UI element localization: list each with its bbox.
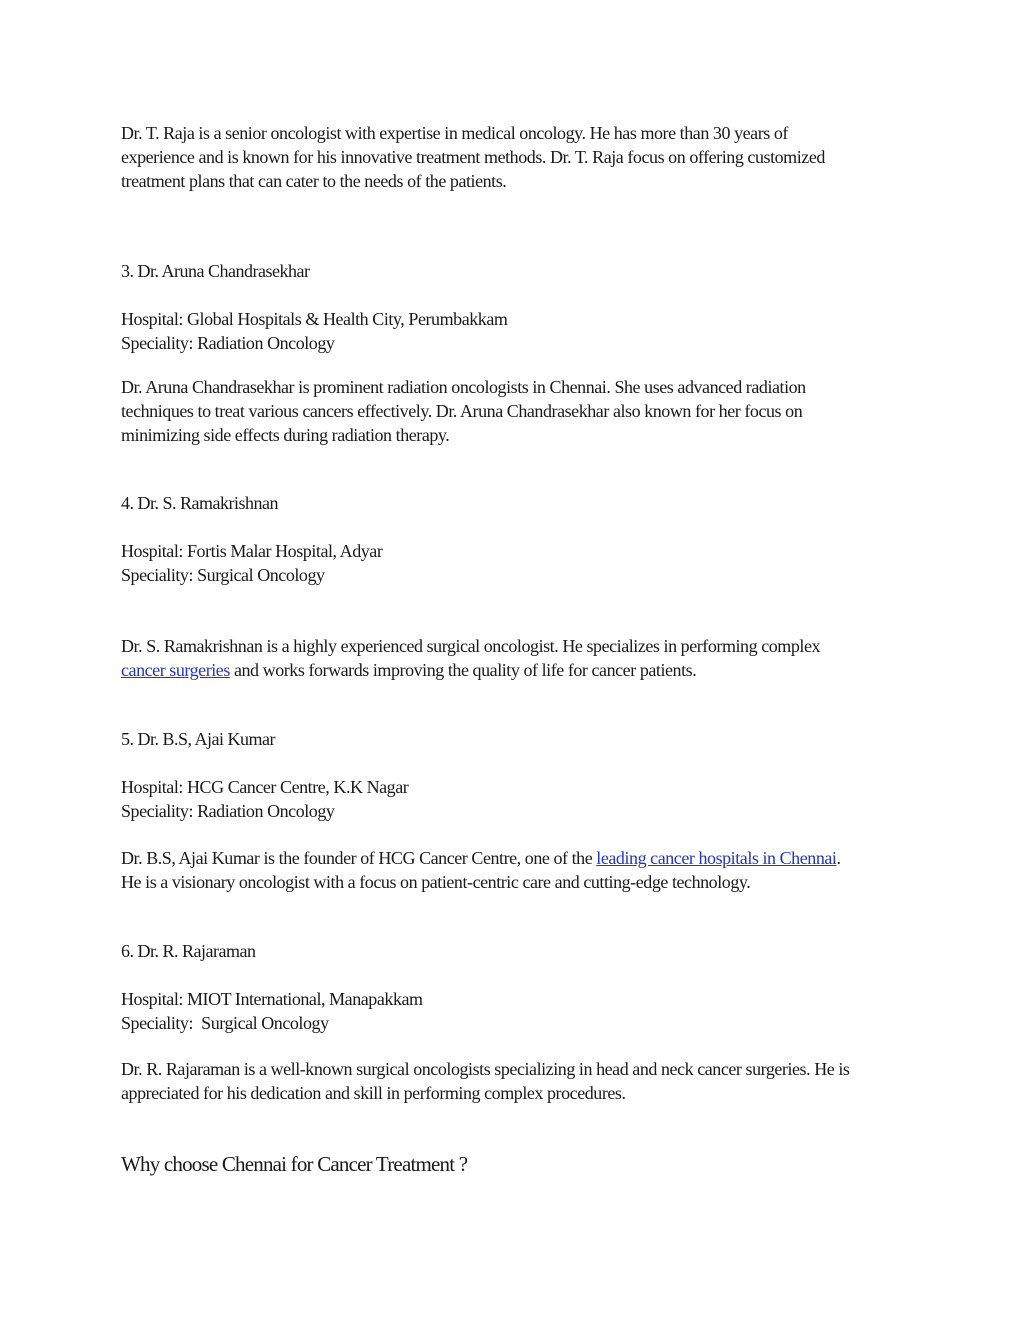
description-line-3: minimizing side effects during radiation therapy.: [121, 425, 450, 445]
section-heading-why-chennai: Why choose Chennai for Cancer Treatment ?: [121, 1152, 468, 1176]
doctor-info-aruna: [121, 307, 911, 355]
description-line-1: Dr. S. Ramakrishnan is a highly experienced surgical oncologist. He specializes in performing complex: [121, 636, 821, 656]
speciality-line: Speciality: Surgical Oncology: [121, 565, 325, 585]
description-line-1-after: .: [836, 848, 841, 868]
intro-line-2: experience and is known for his innovative treatment methods. Dr. T. Raja focus on offering customized: [121, 147, 825, 167]
speciality-line: Speciality: Radiation Oncology: [121, 801, 335, 821]
description-line-1: [121, 846, 911, 870]
description-line-2: appreciated for his dedication and skill in performing complex procedures.: [121, 1083, 626, 1103]
description-line-1-before: Dr. B.S, Ajai Kumar is the founder of HCG Cancer Centre, one of the: [121, 848, 597, 868]
leading-cancer-hospitals-link[interactable]: leading cancer hospitals in Chennai: [596, 848, 837, 868]
intro-line-3: treatment plans that can cater to the needs of the patients.: [121, 171, 507, 191]
description-line-2: He is a visionary oncologist with a focus on patient-centric care and cutting-edge technology.: [121, 872, 751, 892]
doctor-heading-aruna: 3. Dr. Aruna Chandrasekhar: [121, 261, 310, 281]
doctor-heading-rajaraman: 6. Dr. R. Rajaraman: [121, 941, 256, 961]
doctor-description-ajai-kumar: [121, 846, 911, 894]
hospital-line: Hospital: Global Hospitals & Health City, Perumbakkam: [121, 309, 508, 329]
intro-paragraph: [121, 121, 911, 193]
cancer-surgeries-link[interactable]: cancer surgeries: [121, 660, 230, 680]
intro-line-1: Dr. T. Raja is a senior oncologist with expertise in medical oncology. He has more than 30 years of: [121, 123, 788, 143]
doctor-info-ajai-kumar: [121, 775, 911, 823]
hospital-line: Hospital: HCG Cancer Centre, K.K Nagar: [121, 777, 409, 797]
description-line-1: Dr. R. Rajaraman is a well-known surgical oncologists specializing in head and neck cancer surgeries. He is: [121, 1059, 850, 1079]
description-line-2: [121, 658, 911, 682]
doctor-info-ramakrishnan: [121, 539, 911, 587]
doctor-description-rajaraman: [121, 1057, 911, 1105]
description-line-2-rest: and works forwards improving the quality of life for cancer patients.: [229, 660, 697, 680]
description-line-2: techniques to treat various cancers effectively. Dr. Aruna Chandrasekhar also known for her focus on: [121, 401, 803, 421]
hospital-line: Hospital: Fortis Malar Hospital, Adyar: [121, 541, 383, 561]
hospital-line: Hospital: MIOT International, Manapakkam: [121, 989, 423, 1009]
description-line-1: Dr. Aruna Chandrasekhar is prominent radiation oncologists in Chennai. She uses advanced radiation: [121, 377, 806, 397]
speciality-line: Speciality: Surgical Oncology: [121, 1013, 329, 1033]
doctor-heading-ramakrishnan: 4. Dr. S. Ramakrishnan: [121, 493, 278, 513]
speciality-line: Speciality: Radiation Oncology: [121, 333, 335, 353]
doctor-description-ramakrishnan: [121, 634, 911, 682]
doctor-description-aruna: [121, 375, 911, 447]
doctor-heading-ajai-kumar: 5. Dr. B.S, Ajai Kumar: [121, 729, 275, 749]
doctor-info-rajaraman: [121, 987, 911, 1035]
